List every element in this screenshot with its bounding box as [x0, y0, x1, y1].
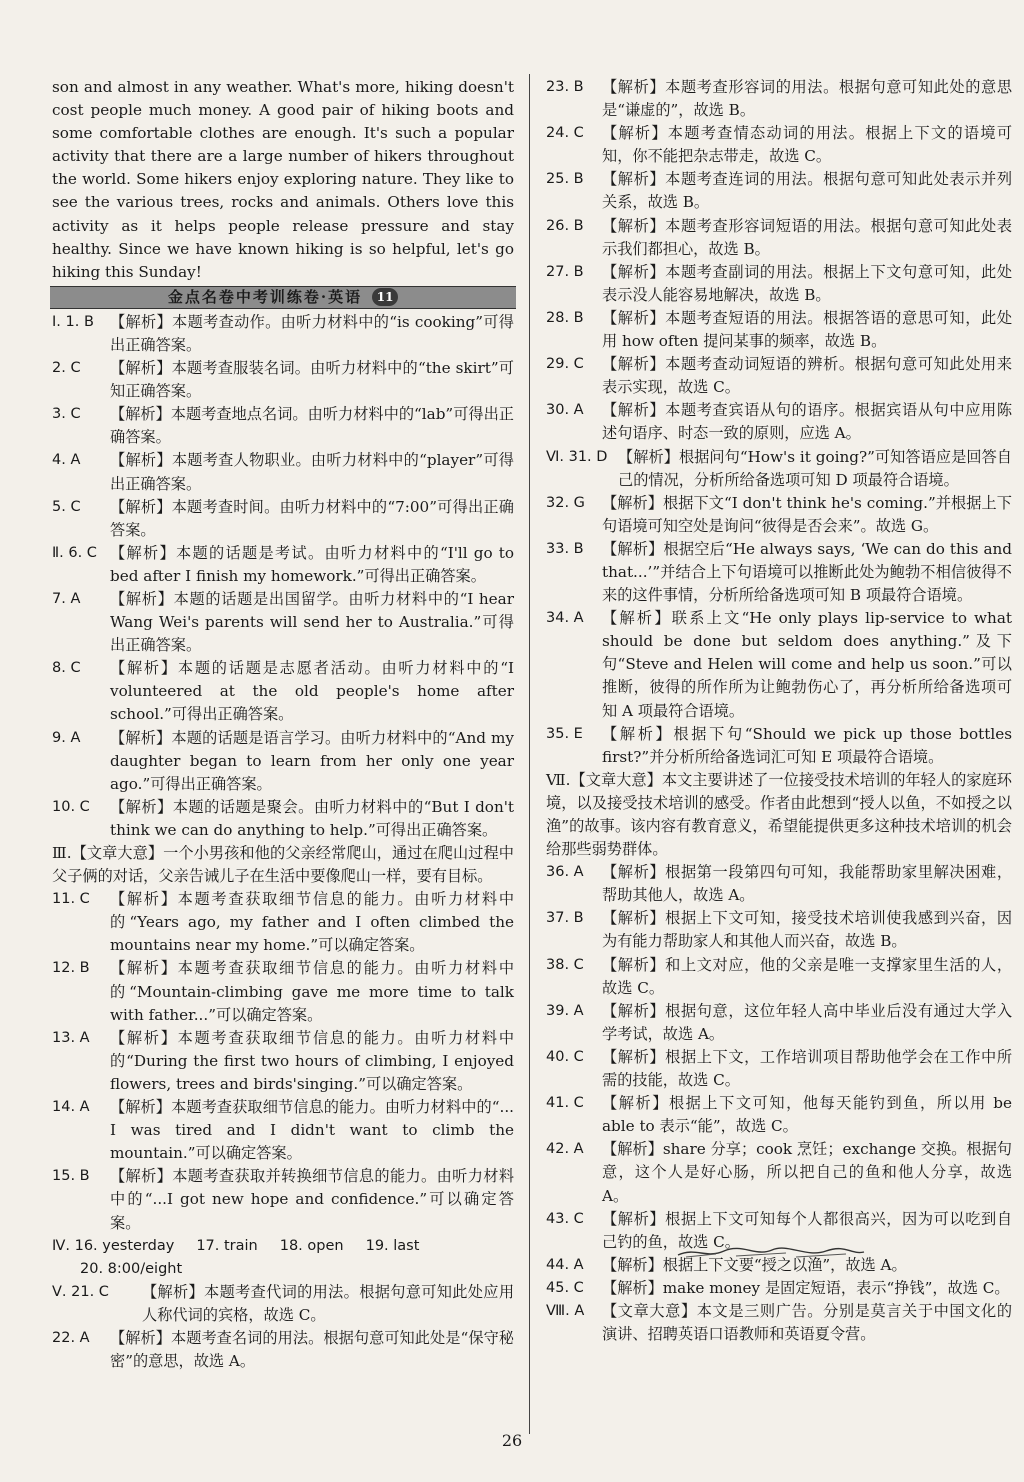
answer-number: 32. G [546, 494, 585, 511]
section-number-badge: 11 [372, 288, 398, 306]
answer-text: 【解析】本题的话题是考试。由听力材料中的“I'll go to bed after I finish my homework.”可得出正确答案。 [110, 543, 514, 585]
answer-text: 【解析】本题考查短语的用法。根据答语的意思可知，此处用 how often 提问某事的频率，故选 B。 [602, 308, 1012, 351]
answer-number: 23. B [546, 79, 584, 95]
answer-text: 【解析】本题的话题是语言学习。由听力材料中的“And my daughter began to learn from her only one year ago.”可得出正确答案。 [110, 728, 514, 793]
answer-text: 【解析】本题考查情态动词的用法。根据上下文的语境可知，你不能把杂志带走，故选 C。 [602, 124, 1012, 166]
left-column [52, 76, 514, 1373]
answer-number: Ⅷ. A [546, 1302, 585, 1319]
answer-number: 25. B [546, 171, 584, 188]
answer-text: 【解析】本题考查获取细节信息的能力。由听力材料中的“... I was tired and I didn't want to climb the mountain.”可以确定答案。 [110, 1098, 514, 1163]
answer-text: 【解析】根据问句“How's it going?”可知答语应是回答自己的情况，分析所给备选项可知 D 项最符合语境。 [618, 447, 1012, 489]
answer-number: 44. A [546, 1256, 584, 1273]
answer-entry [546, 607, 1012, 722]
handwritten-scribble [676, 1245, 866, 1261]
answer-entry [52, 1281, 514, 1327]
answer-entry [52, 1096, 514, 1165]
answer-text: 【解析】根据上下文可知，他每天能钓到鱼，所以用 be able to 表示“能”，故选 C。 [602, 1094, 1012, 1136]
summary-text: Ⅶ.【文章大意】本文主要讲述了一位接受技术培训的年轻人的家庭环境，以及接受技术培训的感受。作者由此想到“授人以鱼，不如授之以渔”的故事。该内容有教育意义，希望能提供更多这种技术培训的机会给那些弱势群体。 [546, 770, 1012, 859]
answer-entry [546, 907, 1012, 953]
answer-number: 11. C [52, 891, 90, 908]
answer-number: 36. A [546, 864, 584, 881]
answer-entry [546, 261, 1012, 307]
answer-number: 35. E [546, 725, 583, 742]
answer-entry [546, 307, 1012, 353]
answer-text: 【解析】本题考查获取并转换细节信息的能力。由听力材料中的“...I got new hope and confidence.”可以确定答案。 [110, 1167, 514, 1232]
answer-number: 8. C [52, 660, 81, 677]
answer-number: 41. C [546, 1095, 584, 1112]
answer-number: 40. C [546, 1048, 584, 1065]
answer-text: 【解析】本题考查地点名词。由听力材料中的“lab”可得出正确答案。 [110, 405, 514, 447]
answer-number: 2. C [52, 360, 81, 377]
answer-number: 26. B [546, 217, 584, 234]
intro-paragraph: son and almost in any weather. What's more, hiking doesn't cost people much money. A good pair of hiking boots and some comfortable clothes are enough. It's such a popular activity that there are a large number of hikers throughout the world. Some hikers enjoy exploring nature. They like to see the various trees, rocks and animals. Others love this activity as it helps people release pressure and stay healthy. Since we have known hiking is so helpful, let's go hiking this Sunday! [52, 78, 514, 281]
answer-number: 33. B [546, 540, 584, 557]
answer-text: 【解析】本题考查代词的用法。根据句意可知此处应用人称代词的宾格，故选 C。 [142, 1282, 514, 1324]
answer-text: 【解析】share 分享；cook 烹饪；exchange 交换。根据句意，这个人是好心肠，所以把自己的鱼和他人分享，故选 A。 [602, 1140, 1012, 1205]
answer-number: 37. B [546, 910, 584, 927]
answer-entry [52, 542, 514, 588]
answer-entry [546, 1000, 1012, 1046]
answer-entry [52, 1165, 514, 1234]
answer-entry [546, 538, 1012, 607]
right-column [546, 76, 1012, 1346]
answer-text: 【解析】根据上下文可知，接受技术培训使我感到兴奋，因为有能力帮助家人和其他人而兴奋，故选 B。 [602, 909, 1012, 951]
answer-entry [546, 861, 1012, 907]
answer-entry [546, 492, 1012, 538]
answer-text: 【解析】本题的话题是出国留学。由听力材料中的“I hear Wang Wei's parents will send her to Australia.”可得出正确答案。 [110, 589, 514, 655]
passage-summary [546, 769, 1012, 861]
answer-number: Ⅱ. 6. C [52, 544, 97, 561]
answer-number: 24. C [546, 125, 584, 142]
answer-number: 14. A [52, 1099, 90, 1116]
answer-number: Ⅰ. 1. B [52, 313, 94, 330]
answer-text: 【解析】本题考查动词短语的辨析。根据句意可知此处用来表示实现，故选 C。 [602, 355, 1012, 397]
answer-number: 45. C [546, 1279, 584, 1296]
answer-text: 【解析】本题考查人物职业。由听力材料中的“player”可得出正确答案。 [110, 451, 514, 493]
answer-text: 【解析】根据下句“Should we pick up those bottles first?”并分析所给备选词汇可知 E 项最符合语境。 [602, 724, 1012, 766]
summary-text: Ⅲ.【文章大意】一个小男孩和他的父亲经常爬山，通过在爬山过程中父子俩的对话，父亲告诫儿子在生活中要像爬山一样，要有目标。 [52, 844, 514, 886]
answer-number: 15. B [52, 1168, 90, 1185]
answer-text: 【解析】本题考查获取细节信息的能力。由听力材料中的“During the first two hours of climbing, I enjoyed flowers, trees and birds'singing.”可以确定答案。 [110, 1028, 514, 1093]
answer-entry [546, 76, 1012, 122]
answer-entry [546, 1300, 1012, 1346]
answer-number: 13. A [52, 1029, 90, 1046]
answer-text: 【解析】本题考查形容词短语的用法。根据句意可知此处表示我们都担心，故选 B。 [602, 216, 1012, 258]
answer-text: 【解析】本题考查服装名词。由听力材料中的“the skirt”可知正确答案。 [110, 359, 514, 401]
answer-entry [546, 1046, 1012, 1092]
answer-text: 【解析】根据上下文要“授之以渔”，故选 A。 [602, 1255, 907, 1274]
answer-text: 【解析】本题考查时间。由听力材料中的“7:00”可得出正确答案。 [110, 497, 514, 539]
answer-entry [52, 1327, 514, 1373]
answer-entry [52, 888, 514, 957]
answer-entry [52, 727, 514, 796]
fill-in-answer: Ⅳ. 16. yesterday [52, 1237, 175, 1254]
answer-number: 43. C [546, 1210, 584, 1227]
answer-entry [546, 954, 1012, 1000]
answer-number: 42. A [546, 1141, 584, 1158]
answer-entry [52, 657, 514, 726]
answer-entry [52, 496, 514, 542]
answer-text: 【文章大意】本文是三则广告。分别是莫言关于中国文化的演讲、招聘英语口语教师和英语夏令营。 [602, 1301, 1012, 1344]
fill-in-answer: 20. 8:00/eight [80, 1260, 183, 1277]
answer-entry [52, 1027, 514, 1096]
answer-entry [546, 122, 1012, 168]
answer-entry [52, 449, 514, 495]
fill-in-answer: 19. last [365, 1237, 420, 1254]
section-heading [50, 286, 516, 309]
answer-entry [52, 403, 514, 449]
fill-in-answer: 17. train [196, 1237, 258, 1254]
answer-number: 39. A [546, 1002, 584, 1019]
answer-number: 30. A [546, 402, 584, 419]
answer-text: 【解析】本题考查连词的用法。根据句意可知此处表示并列关系，故选 B。 [602, 170, 1012, 212]
answer-number: 3. C [52, 406, 81, 423]
answer-entry [52, 957, 514, 1026]
answer-entry [546, 446, 1012, 492]
section-heading-text: 金点名卷中考训练卷·英语 [167, 287, 363, 306]
answer-entry [52, 588, 514, 657]
answer-text: 【解析】本题考查名词的用法。根据句意可知此处是“保守秘密”的意思，故选 A。 [110, 1328, 514, 1371]
answer-number: 38. C [546, 956, 584, 973]
answer-number: 29. C [546, 356, 584, 373]
passage-summary [52, 842, 514, 888]
answer-number: 7. A [52, 590, 81, 607]
answer-text: 【解析】根据上下文可知每个人都很高兴，因为可以吃到自己钓的鱼，故选 C。 [602, 1209, 1012, 1251]
answer-entry [546, 215, 1012, 261]
answer-number: 4. A [52, 452, 81, 469]
answer-entry [546, 1277, 1012, 1300]
answer-entry [52, 357, 514, 403]
fill-in-answers-row [52, 1258, 514, 1281]
answer-text: 【解析】本题考查获取细节信息的能力。由听力材料中的“Mountain-climbing gave me more time to talk with father...”可以确定答案。 [110, 959, 514, 1024]
answer-text: 【解析】根据上下文，工作培训项目帮助他学会在工作中所需的技能，故选 C。 [602, 1047, 1012, 1090]
answer-entry [52, 311, 514, 357]
answer-number: 5. C [52, 498, 81, 515]
answer-text: 【解析】本题的话题是聚会。由听力材料中的“But I don't think we can do anything to help.”可得出正确答案。 [110, 797, 514, 839]
answer-text: 【解析】和上文对应，他的父亲是唯一支撑家里生活的人，故选 C。 [602, 955, 1012, 997]
answer-number: 34. A [546, 610, 584, 627]
answer-number: 10. C [52, 798, 90, 815]
fill-in-answer: 18. open [279, 1237, 344, 1254]
fill-in-answers-row [52, 1235, 514, 1258]
answer-text: 【解析】本题考查副词的用法。根据上下文句意可知，此处表示没人能容易地解决，故选 B。 [602, 262, 1012, 304]
answer-entry [546, 353, 1012, 399]
answer-entry [546, 1138, 1012, 1207]
answer-text: 【解析】根据空后“He always says, ‘We can do this and that...’”并结合上下句语境可以推断此处为鲍勃不相信彼得不来的这件事情，分析所给备选项可知 B 项最符合语境。 [602, 539, 1012, 605]
answer-text: 【解析】本题考查获取细节信息的能力。由听力材料中的“Years ago, my father and I often climbed the mountains near my home.”可以确定答案。 [110, 890, 514, 955]
answer-number: 22. A [52, 1329, 90, 1346]
answer-text: 【解析】根据第一段第四句可知，我能帮助家里解决困难，帮助其他人，故选 A。 [602, 863, 1012, 905]
answer-entry [546, 723, 1012, 769]
answer-entry [546, 1092, 1012, 1138]
column-divider [529, 74, 530, 1434]
answer-text: 【解析】联系上文“He only plays lip-service to what should be done but seldom does anything.”及下句“Steve and Helen will come and help us soon.”可以推断，彼得的所作所为让鲍勃伤心了，再分析所给备选项可知 A 项最符合语境。 [602, 609, 1012, 720]
page-number: 26 [501, 1431, 523, 1450]
answer-text: 【解析】make money 是固定短语，表示“挣钱”，故选 C。 [602, 1278, 1010, 1297]
answer-text: 【解析】本题的话题是志愿者活动。由听力材料中的“I volunteered at the old people's home after school.”可得出正确答案。 [110, 659, 514, 724]
answer-entry [546, 399, 1012, 445]
answer-text: 【解析】本题考查形容词的用法。根据句意可知此处的意思是“谦虚的”，故选 B。 [602, 78, 1012, 120]
answer-text: 【解析】本题考查动作。由听力材料中的“is cooking”可得出正确答案。 [110, 312, 514, 354]
answer-entry [52, 796, 514, 842]
answer-entry [546, 168, 1012, 214]
answer-number: 12. B [52, 960, 90, 977]
answer-number: 27. B [546, 263, 584, 280]
answer-number: Ⅵ. 31. D [546, 448, 608, 465]
answer-text: 【解析】根据句意，这位年轻人高中毕业后没有通过大学入学考试，故选 A。 [602, 1001, 1012, 1043]
answer-number: 28. B [546, 309, 584, 326]
answer-text: 【解析】根据下文“I don't think he's coming.”并根据上下句语境可知空处是询问“彼得是否会来”。故选 G。 [602, 493, 1012, 535]
answer-number: Ⅴ. 21. C [52, 1283, 109, 1300]
answer-text: 【解析】本题考查宾语从句的语序。根据宾语从句中应用陈述句语序、时态一致的原则，应选 A。 [602, 401, 1012, 443]
answer-number: 9. A [52, 729, 81, 746]
